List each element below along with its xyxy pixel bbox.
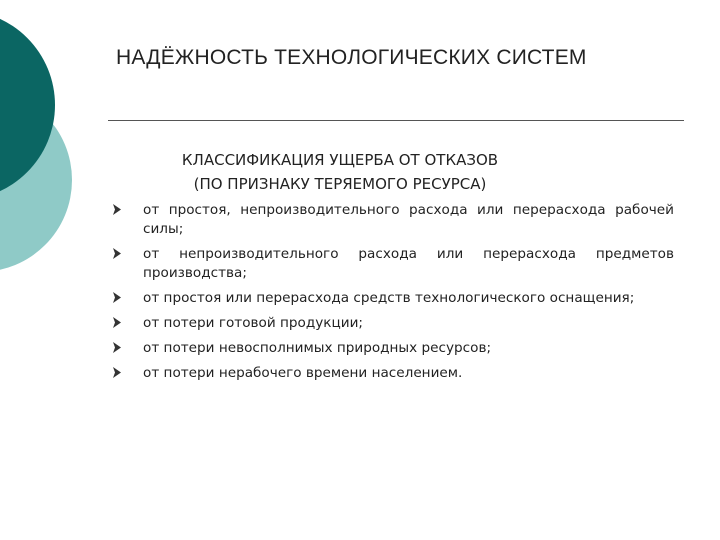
list-item-text: от непроизводительного расхода или перерасхода предметов производства; — [143, 246, 674, 281]
section-heading-line-2: (ПО ПРИЗНАКУ ТЕРЯЕМОГО РЕСУРСА) — [193, 175, 487, 193]
arrow-bullet-icon — [112, 248, 122, 259]
section-heading-line-1: КЛАССИФИКАЦИЯ УЩЕРБА ОТ ОТКАЗОВ — [181, 151, 499, 169]
arrow-bullet-icon — [112, 292, 122, 303]
damage-classification-list — [112, 201, 674, 389]
arrow-bullet-icon — [112, 204, 122, 215]
list-item — [112, 339, 674, 358]
list-item-text: от простоя, непроизводительного расхода или перерасхода рабочей силы; — [143, 202, 674, 237]
arrow-bullet-icon — [112, 317, 122, 328]
arrow-bullet-icon — [112, 367, 122, 378]
list-item-text: от потери готовой продукции; — [143, 315, 363, 331]
section-heading — [130, 148, 550, 196]
list-item — [112, 201, 674, 239]
list-item — [112, 364, 674, 383]
list-item — [112, 245, 674, 283]
list-item-text: от потери нерабочего времени населением. — [143, 365, 463, 381]
list-item — [112, 314, 674, 333]
arrow-bullet-icon — [112, 342, 122, 353]
title-divider — [108, 120, 684, 121]
list-item-text: от потери невосполнимых природных ресурсов; — [143, 340, 492, 356]
list-item-text: от простоя или перерасхода средств технологического оснащения; — [143, 290, 635, 306]
list-item — [112, 289, 674, 308]
decorative-circles — [0, 0, 120, 300]
slide-title: НАДЁЖНОСТЬ ТЕХНОЛОГИЧЕСКИХ СИСТЕМ — [116, 46, 587, 69]
